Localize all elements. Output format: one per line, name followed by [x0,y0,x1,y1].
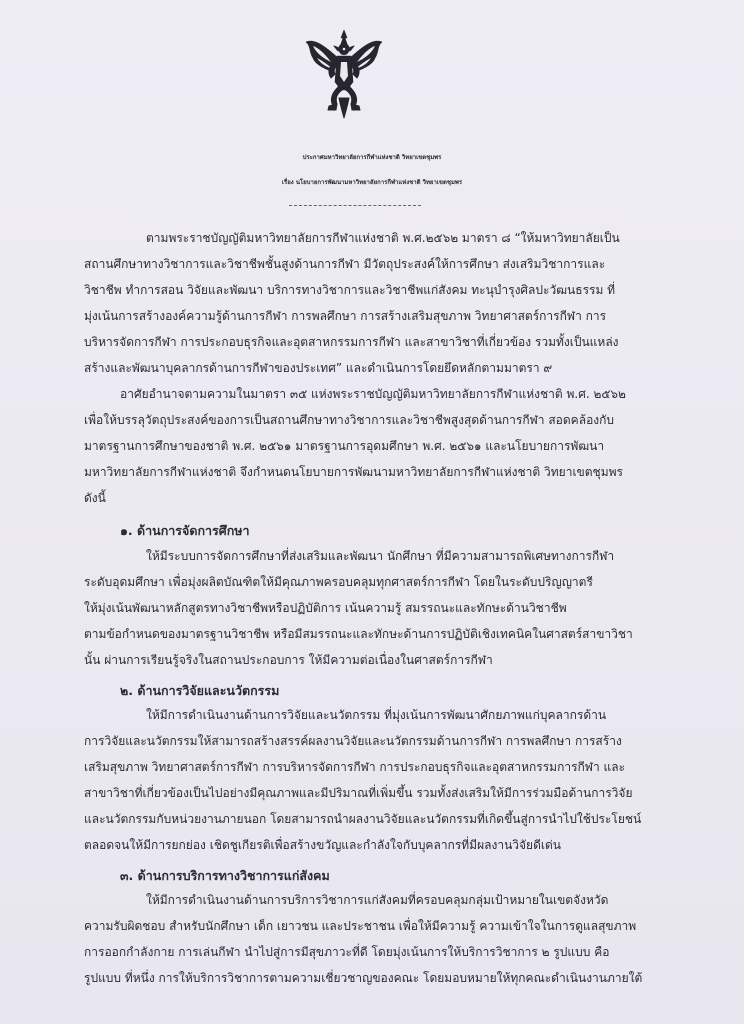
section-line: ระดับอุดมศึกษา เพื่อมุ่งผลิตบัณฑิตให้มีคุณภาพครอบคลุมทุกศาสตร์การกีฬา โดยในระดับปริญญาตรี [84,575,593,589]
section-line: ตลอดจนให้มีการยกย่อง เชิดชูเกียรติเพื่อสร้างขวัญและกำลังใจกับบุคลากรที่มีผลงานวิจัยดีเด่น [84,838,561,852]
section-line: การวิจัยและนวัตกรรมให้สามารถสร้างสรรค์ผลงานวิจัยและนวัตกรรมด้านการกีฬา การพลศึกษา การสร้าง [84,734,622,748]
section-line: ให้มีการดำเนินงานด้านการบริการวิชาการแก่สังคมที่ครอบคลุมกลุ่มเป้าหมายในเขตจังหวัด [146,893,609,907]
section-line: และนวัตกรรมกับหน่วยงานภายนอก โดยสามารถนำผลงานวิจัยและนวัตกรรมที่เกิดขึ้นสู่การนำไปใช้ประโยชน์ [84,812,642,826]
section-line: ให้มีการดำเนินงานด้านการวิจัยและนวัตกรรม ที่มุ่งเน้นการพัฒนาศักยภาพแก่บุคลากรด้าน [146,708,607,722]
section-heading-academic-service: ๓. ด้านการบริการทางวิชาการแก่สังคม [120,868,330,883]
preamble-line: มาตรฐานการศึกษาของชาติ พ.ศ. ๒๕๖๑ มาตรฐานการอุดมศึกษา พ.ศ. ๒๕๖๑ และนโยบายการพัฒนา [84,439,605,453]
title-divider [289,205,421,206]
section-line: รูปแบบ ที่หนึ่ง การให้บริการวิชาการตามความเชี่ยวชาญของคณะ โดยมอบหมายให้ทุกคณะดำเนินงานภายใต้ [84,971,643,985]
section-line: ให้มีระบบการจัดการศึกษาที่ส่งเสริมและพัฒนา นักศึกษา ที่มีความสามารถพิเศษทางการกีฬา [146,549,615,563]
announcement-subject: เรื่อง นโยบายการพัฒนามหาวิทยาลัยการกีฬาแห่งชาติ วิทยาเขตชุมพร [281,179,463,186]
preamble-line: เพื่อให้บรรลุวัตถุประสงค์ของการเป็นสถานศึกษาทางวิชาการและวิชาชีพสูงสุดด้านการกีฬา สอดคล้องกับ [84,413,615,427]
section-line: ให้มุ่งเน้นพัฒนาหลักสูตรทางวิชาชีพหรือปฏิบัติการ เน้นความรู้ สมรรถนะและทักษะด้านวิชาชีพ [84,601,567,615]
section-line: ตามข้อกำหนดของมาตรฐานวิชาชีพ หรือมีสมรรถนะและทักษะด้านการปฏิบัติเชิงเทคนิคในศาสตร์สาขาวิชา [84,627,633,641]
section-line: นั้น ผ่านการเรียนรู้จริงในสถานประกอบการ ให้มีความต่อเนื่องในศาสตร์การกีฬา [84,653,493,667]
section-line: เสริมสุขภาพ วิทยาศาสตร์การกีฬา การบริหารจัดการกีฬา การประกอบธุรกิจและอุตสาหกรรมการกีฬา และ [84,760,626,774]
preamble-line: ตามพระราชบัญญัติมหาวิทยาลัยการกีฬาแห่งชาติ พ.ศ.๒๕๖๒ มาตรา ๘ “ให้มหาวิทยาลัยเป็น [146,231,620,245]
preamble-line: อาศัยอำนาจตามความในมาตรา ๓๕ แห่งพระราชบัญญัติมหาวิทยาลัยการกีฬาแห่งชาติ พ.ศ. ๒๕๖๒ [120,387,626,401]
preamble-line: ดังนี้ [84,491,106,505]
preamble-line: บริหารจัดการกีฬา การประกอบธุรกิจและอุตสาหกรรมการกีฬา และสาขาวิชาที่เกี่ยวข้อง รวมทั้งเป็นแหล่ง [84,335,619,349]
announcement-title: ประกาศมหาวิทยาลัยการกีฬาแห่งชาติ วิทยาเขตชุมพร [302,154,442,161]
section-line: การออกกำลังกาย การเล่นกีฬา นำไปสู่การมีสุขภาวะที่ดี โดยมุ่งเน้นการให้บริการวิชาการ ๒ รูปแบบ คือ [84,945,610,959]
section-heading-research: ๒. ด้านการวิจัยและนวัตกรรม [120,683,280,698]
section-heading-education: ๑. ด้านการจัดการศึกษา [120,523,250,538]
preamble-line: มหาวิทยาลัยการกีฬาแห่งชาติ จึงกำหนดนโยบายการพัฒนามหาวิทยาลัยการกีฬาแห่งชาติ วิทยาเขตชุมพร [84,465,623,479]
section-line: สาขาวิชาที่เกี่ยวข้องเป็นไปอย่างมีคุณภาพและมีปริมาณที่เพิ่มขึ้น รวมทั้งส่งเสริมให้มีการร่วมมือด้านการวิจัย [84,786,633,800]
preamble-line: วิชาชีพ ทำการสอน วิจัยและพัฒนา บริการทางวิชาการและวิชาชีพแก่สังคม ทะนุบำรุงศิลปะวัฒนธรรม ที่ [84,283,616,297]
preamble-line: สถานศึกษาทางวิชาการและวิชาชีพชั้นสูงด้านการกีฬา มีวัตถุประสงค์ให้การศึกษา ส่งเสริมวิชาการและ [84,257,606,271]
preamble-line: มุ่งเน้นการสร้างองค์ความรู้ด้านการกีฬา การพลศึกษา การสร้างเสริมสุขภาพ วิทยาศาสตร์การกีฬา การ [84,309,607,323]
garuda-emblem-icon [303,28,385,120]
preamble-line: สร้างและพัฒนาบุคลากรด้านการกีฬาของประเทศ” และดำเนินการโดยยึดหลักตามมาตรา ๙ [84,361,553,375]
section-line: ความรับผิดชอบ สำหรับนักศึกษา เด็ก เยาวชน และประชาชน เพื่อให้มีความรู้ ความเข้าใจในการดูแลสุขภาพ [84,919,637,933]
